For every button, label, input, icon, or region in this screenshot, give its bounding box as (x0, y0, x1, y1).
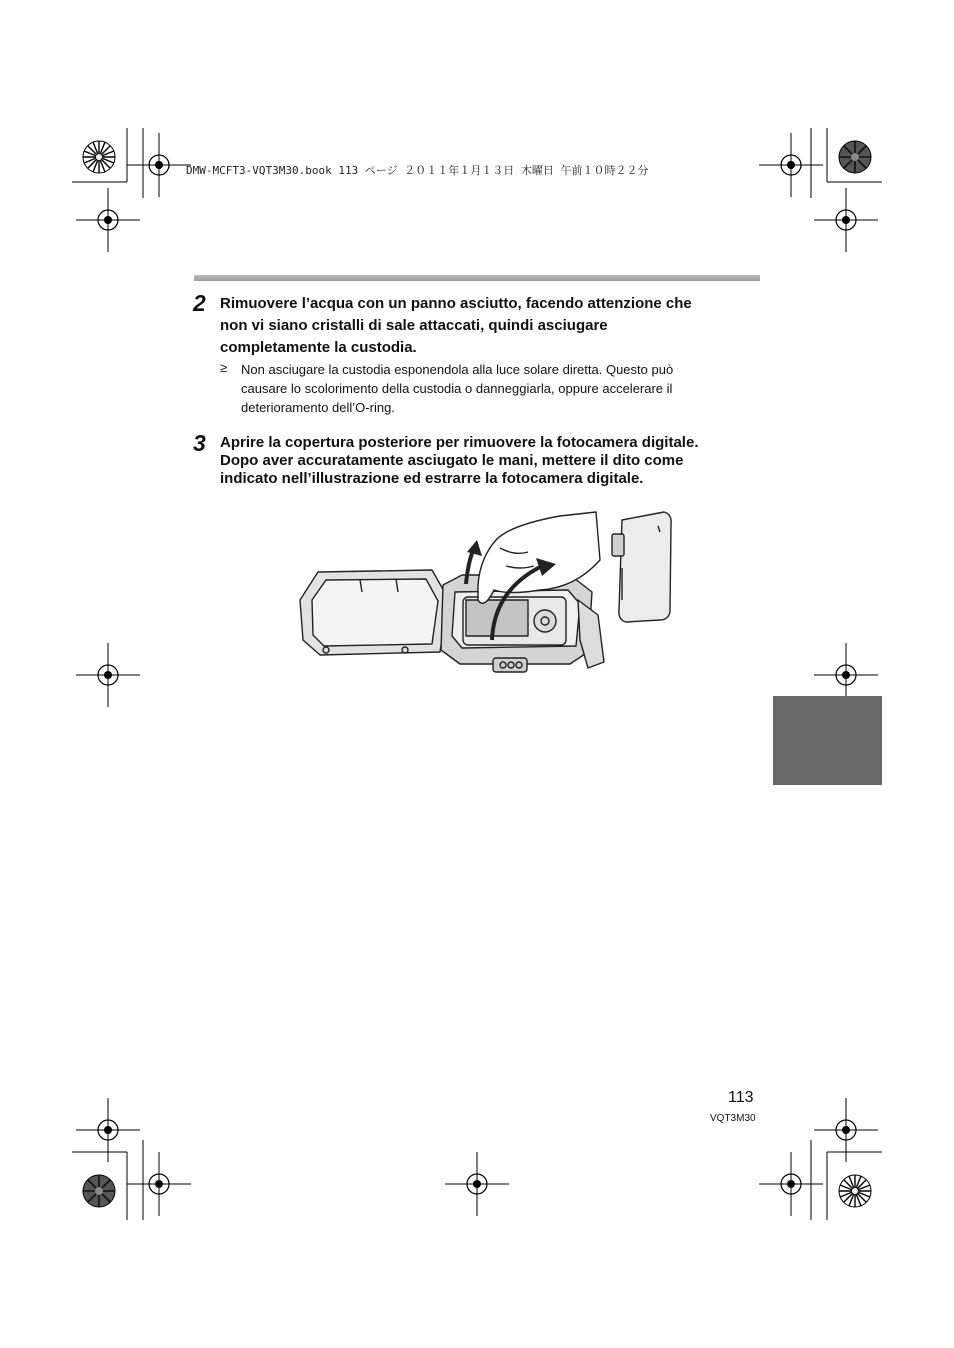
step-line: non vi siano cristalli di sale attaccati, quindi asciugare (220, 317, 608, 334)
bullet-icon: ≥ (220, 360, 228, 375)
step-number: 3 (193, 430, 206, 456)
step-line: indicato nell’illustrazione ed estrarre la fotocamera digitale. (220, 470, 644, 487)
note-line: deterioramento dell’O-ring. (241, 400, 395, 415)
step-line: Rimuovere l’acqua con un panno asciutto, facendo attenzione che (220, 295, 692, 312)
note-line: Non asciugare la custodia esponendola alla luce solare diretta. Questo può (241, 362, 674, 377)
print-header: DMW-MCFT3-VQT3M30.book 113 ページ ２０１１年１月１３日 木曜日 午前１０時２２分 (186, 164, 649, 177)
step-line: completamente la custodia. (220, 339, 417, 356)
section-tab (773, 696, 882, 785)
note-line: causare lo scolorimento della custodia o danneggiarla, oppure accelerare il (241, 381, 673, 396)
step-line: Aprire la copertura posteriore per rimuovere la fotocamera digitale. (220, 434, 699, 451)
step-number: 2 (193, 290, 206, 316)
page-number: 113 (728, 1089, 754, 1106)
step-line: Dopo aver accuratamente asciugato le mani, mettere il dito come (220, 452, 684, 469)
model-code: VQT3M30 (710, 1113, 756, 1124)
